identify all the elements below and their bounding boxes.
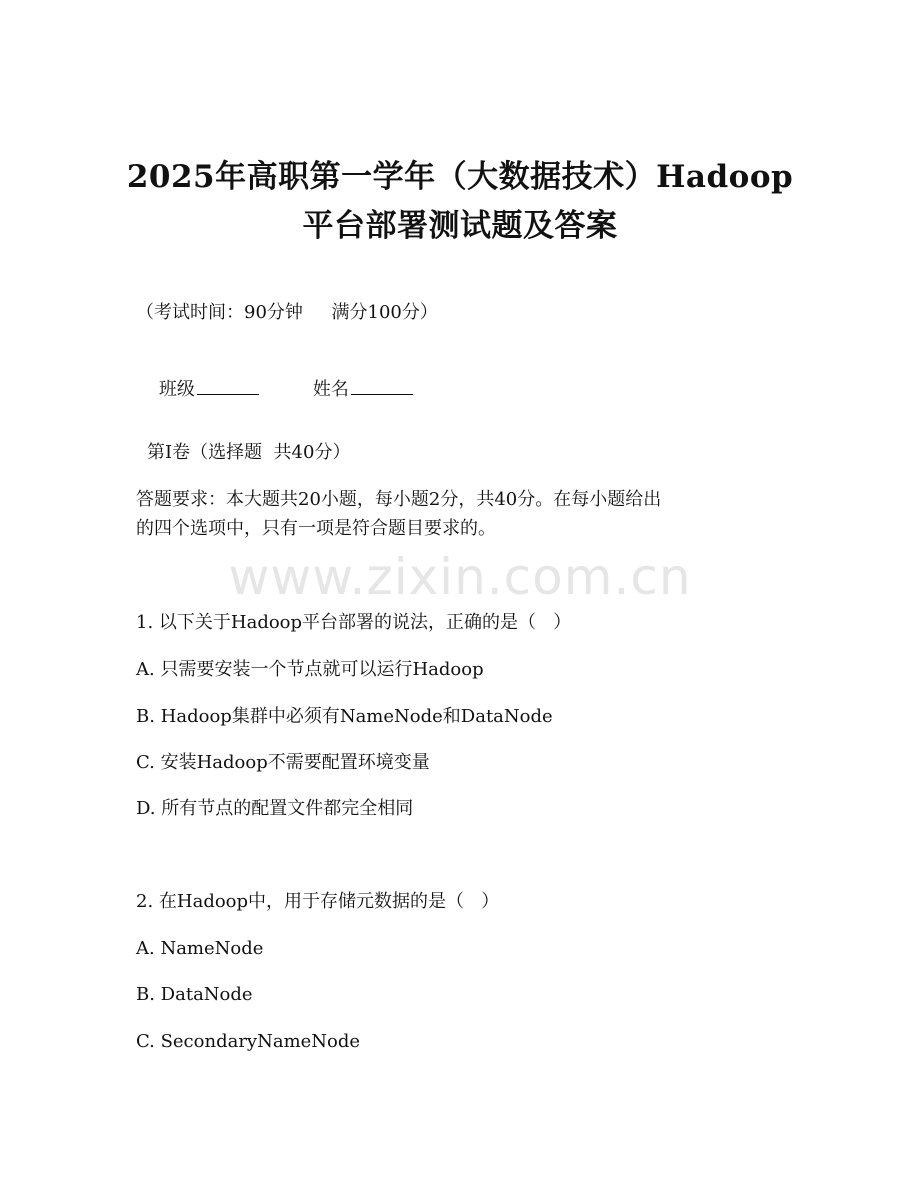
name-label: 姓名 [312,379,349,400]
document-title-line2: 平台部署测试题及答案 [302,208,618,244]
question-2-option-c: C. SecondaryNameNode [136,1031,361,1052]
class-blank [197,374,259,395]
exam-info: （考试时间：90分钟 满分100分） [136,302,438,323]
class-label: 班级 [158,379,195,400]
question-1-option-a: A. 只需要安装一个节点就可以运行Hadoop [136,659,484,680]
instructions-line2: 的四个选项中，只有一项是符合题目要求的。 [136,518,496,539]
question-2-stem: 2. 在Hadoop中，用于存储元数据的是（ ） [136,891,500,912]
question-2-option-b: B. DataNode [136,984,253,1005]
question-1-option-c: C. 安装Hadoop不需要配置环境变量 [136,752,430,773]
section-title: 第I卷（选择题 共40分） [147,442,351,463]
document-title-line1: 2025年高职第一学年（大数据技术）Hadoop [126,159,794,195]
question-2-option-a: A. NameNode [136,938,264,959]
watermark: www.zixin.com.cn [228,548,692,606]
name-blank [351,374,413,395]
question-1-stem: 1. 以下关于Hadoop平台部署的说法，正确的是（ ） [136,612,572,633]
question-1-option-b: B. Hadoop集群中必须有NameNode和DataNode [136,706,553,727]
student-info-row [136,348,413,429]
instructions-line1: 答题要求：本大题共20小题，每小题2分，共40分。在每小题给出 [136,489,662,510]
question-1-option-d: D. 所有节点的配置文件都完全相同 [136,798,414,819]
